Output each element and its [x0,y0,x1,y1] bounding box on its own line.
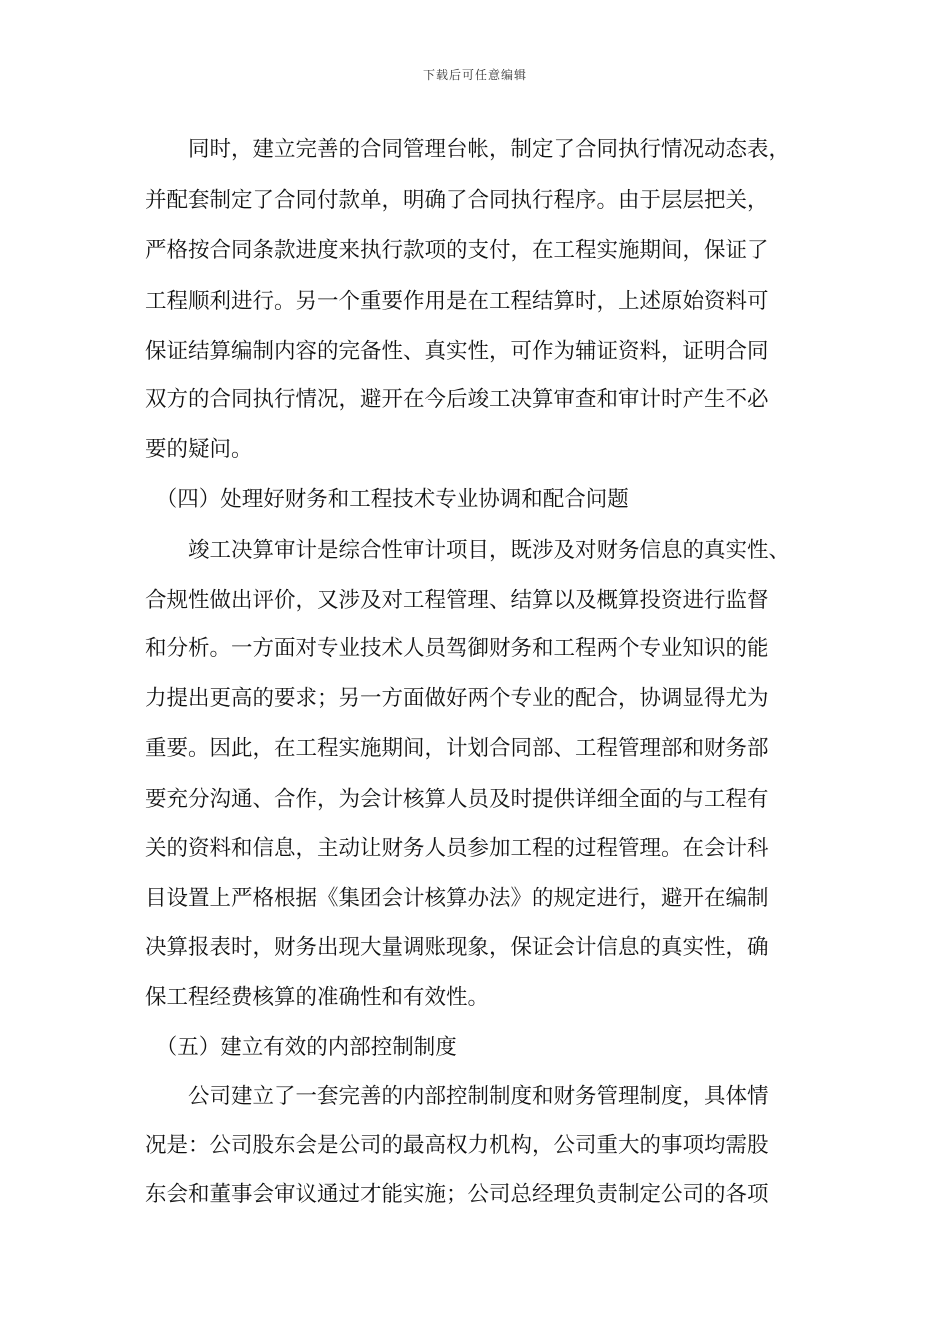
section-heading: （四）处理好财务和工程技术专业协调和配合问题 [145,487,629,512]
text-line: 东会和董事会审议通过才能实施；公司总经理负责制定公司的各项 [145,1182,769,1207]
text-line: 要充分沟通、合作，为会计核算人员及时提供详细全面的与工程有 [145,787,769,812]
text-line: 并配套制定了合同付款单，明确了合同执行程序。由于层层把关， [145,188,769,213]
text-line: 目设置上严格根据《集团会计核算办法》的规定进行，避开在编制 [145,886,769,911]
text-line: 保证结算编制内容的完备性、真实性，可作为辅证资料，证明合同 [145,339,769,364]
text-line: 公司建立了一套完善的内部控制制度和财务管理制度，具体情 [145,1084,769,1109]
text-line: 合规性做出评价，又涉及对工程管理、结算以及概算投资进行监督 [145,588,769,613]
text-line: 重要。因此，在工程实施期间，计划合同部、工程管理部和财务部 [145,736,769,761]
text-line: 况是：公司股东会是公司的最高权力机构，公司重大的事项均需股 [145,1133,769,1158]
text-line: 决算报表时，财务出现大量调账现象，保证会计信息的真实性，确 [145,935,769,960]
text-line: 保工程经费核算的准确性和有效性。 [145,985,490,1010]
section-heading: （五）建立有效的内部控制制度 [145,1035,457,1060]
text-line: 同时，建立完善的合同管理台帐，制定了合同执行情况动态表， [145,137,791,162]
text-line: 工程顺利进行。另一个重要作用是在工程结算时，上述原始资料可 [145,289,769,314]
page-header: 下载后可任意编辑 [422,68,527,82]
text-line: 双方的合同执行情况，避开在今后竣工决算审查和审计时产生不必 [145,387,769,412]
text-line: 竣工决算审计是综合性审计项目，既涉及对财务信息的真实性、 [145,538,791,563]
text-line: 关的资料和信息，主动让财务人员参加工程的过程管理。在会计科 [145,836,769,861]
text-line: 和分析。一方面对专业技术人员驾御财务和工程两个专业知识的能 [145,636,769,661]
text-line: 严格按合同条款进度来执行款项的支付，在工程实施期间，保证了 [145,238,769,263]
text-line: 力提出更高的要求；另一方面做好两个专业的配合，协调显得尤为 [145,686,769,711]
text-line: 要的疑问。 [145,437,253,462]
